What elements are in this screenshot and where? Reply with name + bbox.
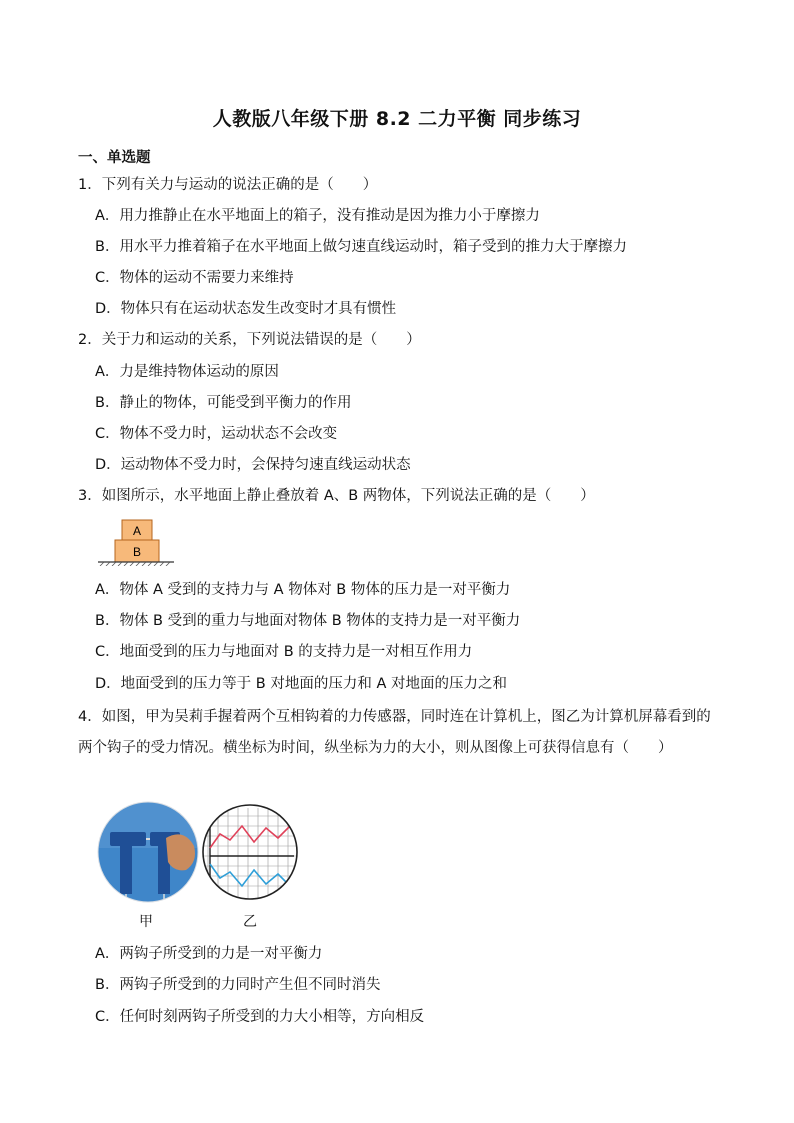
figure-label-yi: 乙 bbox=[243, 914, 257, 930]
question-3-stem: 3．如图所示，水平地面上静止叠放着 A、B 两物体，下列说法正确的是（ ） bbox=[78, 488, 595, 504]
block-b-label: B bbox=[132, 545, 142, 559]
block-a-label: A bbox=[132, 524, 142, 538]
question-3-option-c[interactable]: C．地面受到的压力与地面对 B 的支持力是一对相互作用力 bbox=[95, 644, 473, 660]
force-sensor-figure bbox=[96, 798, 306, 933]
section-heading: 一、单选题 bbox=[78, 150, 151, 166]
question-4-option-b[interactable]: B．两钩子所受到的力同时产生但不同时消失 bbox=[95, 977, 381, 993]
question-4-option-a[interactable]: A．两钩子所受到的力是一对平衡力 bbox=[95, 946, 323, 962]
question-3-option-b[interactable]: B．物体 B 受到的重力与地面对物体 B 物体的支持力是一对平衡力 bbox=[95, 613, 521, 629]
question-2-option-d[interactable]: D．运动物体不受力时，会保持匀速直线运动状态 bbox=[95, 457, 411, 473]
question-2-option-a[interactable]: A．力是维持物体运动的原因 bbox=[95, 364, 279, 380]
question-1-option-b[interactable]: B．用水平力推着箱子在水平地面上做匀速直线运动时，箱子受到的推力大于摩擦力 bbox=[95, 239, 627, 255]
page-title: 人教版八年级下册 8.2 二力平衡 同步练习 bbox=[212, 108, 582, 130]
question-4-option-c[interactable]: C．任何时刻两钩子所受到的力大小相等，方向相反 bbox=[95, 1009, 425, 1025]
question-1-option-d[interactable]: D．物体只有在运动状态发生改变时才具有惯性 bbox=[95, 301, 397, 317]
question-2-option-b[interactable]: B．静止的物体，可能受到平衡力的作用 bbox=[95, 395, 352, 411]
question-1-stem: 1．下列有关力与运动的说法正确的是（ ） bbox=[78, 177, 378, 193]
question-1-option-a[interactable]: A．用力推静止在水平地面上的箱子，没有推动是因为推力小于摩擦力 bbox=[95, 208, 540, 224]
stacked-blocks-figure bbox=[96, 516, 176, 566]
question-3-option-a[interactable]: A．物体 A 受到的支持力与 A 物体对 B 物体的压力是一对平衡力 bbox=[95, 582, 511, 598]
question-3-option-d[interactable]: D．地面受到的压力等于 B 对地面的压力和 A 对地面的压力之和 bbox=[95, 676, 507, 692]
question-1-option-c[interactable]: C．物体的运动不需要力来维持 bbox=[95, 270, 294, 286]
question-2-stem: 2．关于力和运动的关系，下列说法错误的是（ ） bbox=[78, 332, 421, 348]
question-2-option-c[interactable]: C．物体不受力时，运动状态不会改变 bbox=[95, 426, 338, 442]
sensor-photo-jia bbox=[96, 798, 206, 908]
figure-label-jia: 甲 bbox=[139, 914, 153, 930]
screen-graph-yi bbox=[200, 802, 300, 902]
question-4-stem: 4．如图，甲为吴莉手握着两个互相钩着的力传感器，同时连在计算机上，图乙为计算机屏幕看到的两个钩子的受力情况。横坐标为时间，纵坐标为力的大小，则从图像上可获得信息有（ ） bbox=[78, 709, 711, 756]
